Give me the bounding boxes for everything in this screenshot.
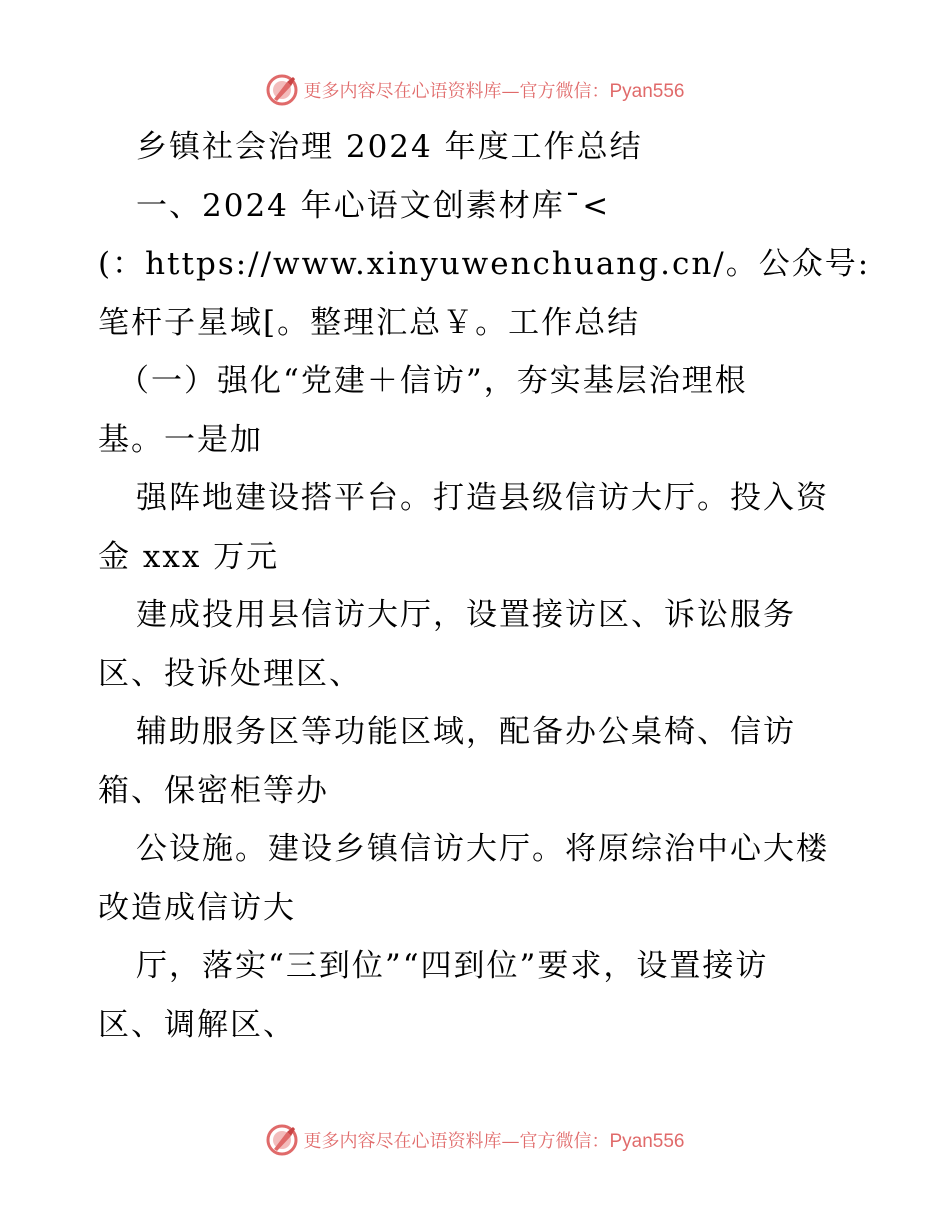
banner-text-cn: 更多内容尽在心语资料库—官方微信：: [303, 81, 610, 102]
pen-nib-circle-icon: [265, 1123, 299, 1157]
text-line: 公设施。建设乡镇信访大厅。将原综治中心大楼: [136, 831, 829, 867]
text-line: 箱、保密柜等办: [98, 772, 329, 809]
text-line: 改造成信访大: [98, 889, 296, 926]
document-body: [98, 118, 871, 1054]
footer-banner: [0, 1120, 950, 1160]
text-line: (：https://www.xinyuwenchuang.cn/。公众号:: [98, 246, 871, 282]
banner-wechat-id: Pyan556: [609, 1131, 685, 1152]
text-line: 金 xxx 万元: [98, 538, 280, 575]
header-banner: [0, 70, 950, 110]
text-line: 一、2024 年心语文创素材库¯<: [136, 187, 611, 224]
banner-text: [303, 1127, 684, 1153]
text-line: （一）强化“党建＋信访”，夯实基层治理根: [118, 363, 748, 399]
text-line: 强阵地建设搭平台。打造县级信访大厅。投入资: [136, 480, 829, 516]
pen-nib-circle-icon: [265, 73, 299, 107]
banner-text: [303, 77, 684, 103]
text-line: 区、投诉处理区、: [98, 655, 362, 692]
text-line: 厅，落实“三到位”“四到位”要求，设置接访: [136, 948, 769, 984]
text-line: 建成投用县信访大厅，设置接访区、诉讼服务: [136, 597, 796, 633]
text-line: 笔杆子星域[。整理汇总￥。工作总结: [98, 304, 641, 341]
text-line: 基。一是加: [98, 421, 263, 458]
text-line: 辅助服务区等功能区域，配备办公桌椅、信访: [136, 714, 796, 750]
document-title: 乡镇社会治理 2024 年度工作总结: [136, 129, 643, 165]
banner-wechat-id: Pyan556: [609, 81, 685, 102]
text-line: 区、调解区、: [98, 1006, 296, 1043]
banner-text-cn: 更多内容尽在心语资料库—官方微信：: [303, 1131, 610, 1152]
